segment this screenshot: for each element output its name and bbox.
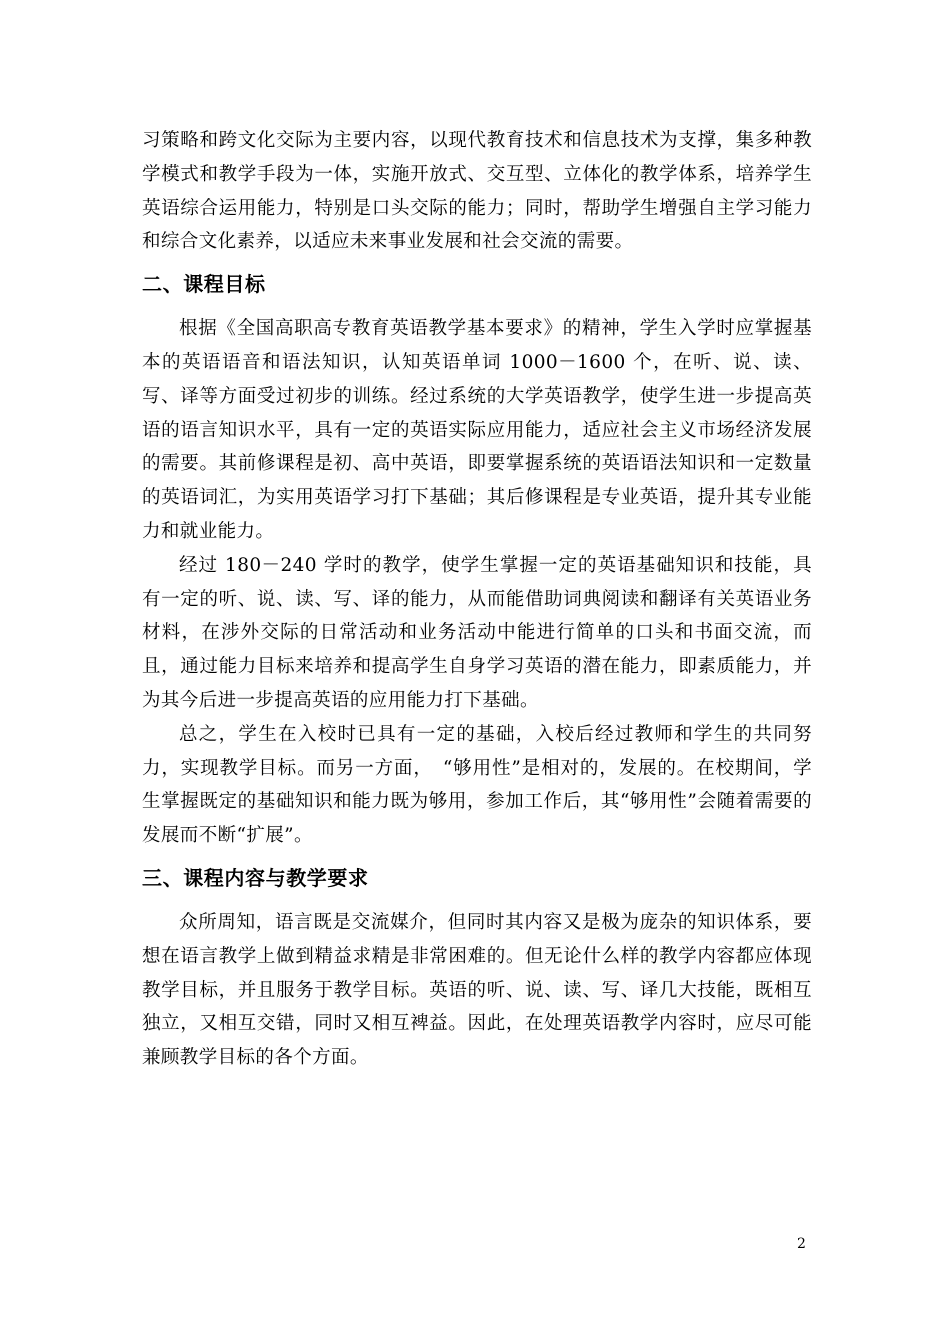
page-number: 2 [797,1236,806,1252]
section-heading-course-content: 三、课程内容与教学要求 [142,865,369,890]
content-paragraph-1: 众所周知，语言既是交流媒介，但同时其内容又是极为庞杂的知识体系，要想在语言教学上做到精益求精是非常困难的。但无论什么样的教学内容都应体现教学目标，并且服务于教学目标。英语的听、说、读、写、译几大技能，既相互独立，又相互交错，同时又相互裨益。因此，在处理英语教学内容时，应尽可能兼顾教学目标的各个方面。 [142,911,812,1069]
objectives-paragraph-1: 根据《全国高职高专教育英语教学基本要求》的精神，学生入学时应掌握基本的英语语音和语法知识，认知英语单词 1000－1600 个，在听、说、读、写、译等方面受过初步的训练。经过系统的大学英语教学，使学生进一步提高英语的语言知识水平，具有一定的英语实际应用能力，适应社会主义市场经济发展的需要。其前修课程是初、高中英语，即要掌握系统的英语语法知识和一定数量的英语词汇，为实用英语学习打下基础；其后修课程是专业英语，提升其专业能力和就业能力。 [142,318,812,542]
section-heading-course-objectives: 二、课程目标 [142,272,266,297]
objectives-paragraph-3: 总之，学生在入校时已具有一定的基础，入校后经过教师和学生的共同努力，实现教学目标。而另一方面， “够用性”是相对的，发展的。在校期间，学生掌握既定的基础知识和能力既为够用，参加工作后，其“够用性”会随着需要的发展而不断“扩展”。 [142,723,812,847]
objectives-paragraph-2: 经过 180－240 学时的教学，使学生掌握一定的英语基础知识和技能，具有一定的听、说、读、写、译的能力，从而能借助词典阅读和翻译有关英语业务材料，在涉外交际的日常活动和业务活动中能进行简单的口头和书面交流，而且，通过能力目标来培养和提高学生自身学习英语的潜在能力，即素质能力，并为其今后进一步提高英语的应用能力打下基础。 [142,554,812,711]
document-body [142,124,812,1075]
intro-paragraph: 习策略和跨文化交际为主要内容，以现代教育技术和信息技术为支撑，集多种教学模式和教学手段为一体，实施开放式、交互型、立体化的教学体系，培养学生英语综合运用能力，特别是口头交际的能力；同时，帮助学生增强自主学习能力和综合文化素养，以适应未来事业发展和社会交流的需要。 [142,130,812,253]
